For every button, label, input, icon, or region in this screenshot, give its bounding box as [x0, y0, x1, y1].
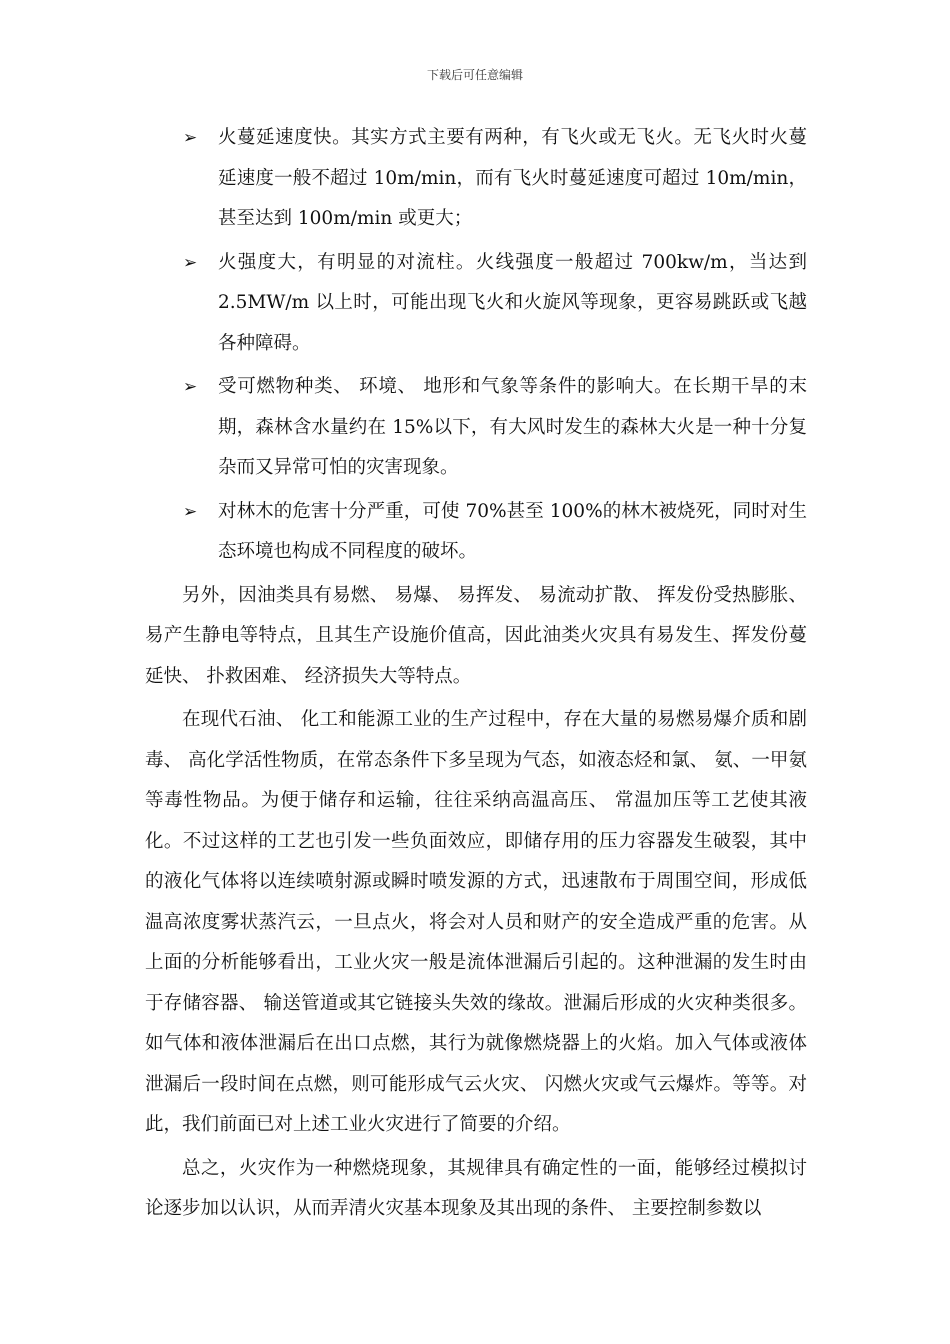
- arrow-bullet-icon: ➢: [183, 501, 198, 522]
- bullet-text: 火蔓延速度快。其实方式主要有两种，有飞火或无飞火。无飞火时火蔓延速度一般不超过 10m/min，而有飞火时蔓延速度可超过 10m/min，甚至达到 100m/min 或更大；: [218, 127, 807, 229]
- bullet-item: [145, 367, 807, 489]
- bullet-text: 受可燃物种类、 环境、 地形和气象等条件的影响大。在长期干旱的末期，森林含水量约在 15%以下，有大风时发生的森林大火是一种十分复杂而又异常可怕的灾害现象。: [218, 376, 807, 478]
- arrow-bullet-icon: ➢: [183, 128, 198, 148]
- bullet-item: [145, 492, 807, 573]
- bullet-item: [145, 243, 807, 365]
- paragraph-industrial-fire: 在现代石油、 化工和能源工业的生产过程中，存在大量的易燃易爆介质和剧毒、 高化学活性物质，在常态条件下多呈现为气态，如液态烃和氯、 氨、一甲氨等毒性物品。为便于储存和运输，往往采纳高温高压、 常温加压等工艺使其液化。不过这样的工艺也引发一些负面效应，即储存用的压力容器发生破裂，其中的液化气体将以连续喷射源或瞬时喷发源的方式，迅速散布于周围空间，形成低温高浓度雾状蒸汽云，一旦点火，将会对人员和财产的安全造成严重的危害。从上面的分析能够看出，工业火灾一般是流体泄漏后引起的。这种泄漏的发生时由于存储容器、 输送管道或其它链接头失效的缘故。泄漏后形成的火灾种类很多。如气体和液体泄漏后在出口点燃，其行为就像燃烧器上的火焰。加入气体或液体泄漏后一段时间在点燃，则可能形成气云火灾、 闪燃火灾或气云爆炸。等等。对此，我们前面已对上述工业火灾进行了简要的介绍。: [145, 709, 807, 1135]
- document-body: [145, 118, 807, 1233]
- page-header: 下载后可任意编辑: [426, 68, 523, 82]
- paragraph-oil-fire: 另外，因油类具有易燃、 易爆、 易挥发、 易流动扩散、 挥发份受热膨胀、 易产生静电等特点，且其生产设施价值高，因此油类火灾具有易发生、挥发份蔓延快、 扑救困难、 经济损失大等特点。: [145, 584, 807, 687]
- bullet-text: 对林木的危害十分严重，可使 70%甚至 100%的林木被烧死，同时对生态环境也构成不同程度的破坏。: [218, 500, 807, 562]
- bullet-text: 火强度大，有明显的对流柱。火线强度一般超过 700kw/m，当达到 2.5MW/m 以上时，可能出现飞火和火旋风等现象，更容易跳跃或飞越各种障碍。: [218, 251, 807, 354]
- arrow-bullet-icon: ➢: [183, 377, 198, 397]
- paragraph-conclusion: 总之，火灾作为一种燃烧现象，其规律具有确定性的一面，能够经过模拟讨论逐步加以认识，从而弄清火灾基本现象及其出现的条件、 主要控制参数以: [145, 1157, 807, 1219]
- arrow-bullet-icon: ➢: [183, 252, 198, 273]
- bullet-item: [145, 118, 807, 240]
